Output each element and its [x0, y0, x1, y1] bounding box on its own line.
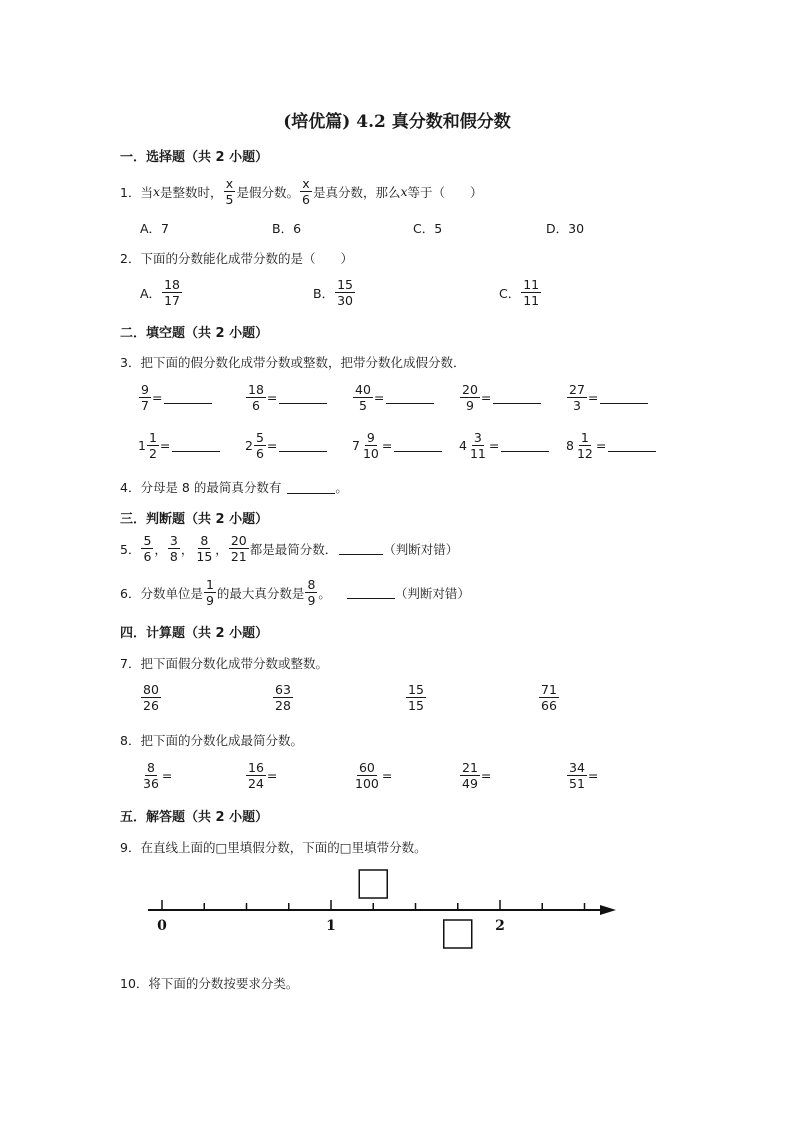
equals-sign: = — [587, 390, 599, 405]
numerator: 5 — [255, 430, 264, 445]
numerator: 9 — [366, 430, 375, 445]
equals-sign: = — [587, 768, 599, 783]
denominator: 5 — [358, 398, 367, 413]
numerator: 21 — [462, 760, 478, 775]
fraction — [567, 382, 587, 413]
q3-row2-item-4 — [459, 430, 549, 461]
answer-blank[interactable] — [386, 391, 434, 404]
numerator: 8 — [307, 577, 316, 592]
separator: ， — [215, 541, 228, 557]
separator: ， — [180, 541, 194, 557]
denominator: 36 — [143, 776, 159, 791]
q1-option-a[interactable]: A．7 — [140, 221, 170, 236]
number-line — [148, 870, 616, 948]
denominator: 9 — [307, 593, 316, 608]
q6-judge-hint: （判断对错） — [394, 585, 470, 601]
axis-label: 2 — [495, 918, 505, 934]
equals-sign: = — [266, 390, 278, 405]
q1-fraction-1 — [224, 176, 236, 207]
question-7: 7．把下面假分数化成带分数或整数。 — [120, 656, 328, 671]
denominator: 6 — [143, 549, 152, 564]
numerator: 34 — [569, 760, 585, 775]
denominator: 9 — [465, 398, 474, 413]
numerator: 15 — [408, 682, 424, 697]
answer-box-below[interactable] — [444, 920, 472, 948]
numerator: x — [302, 176, 310, 191]
denominator: 66 — [541, 698, 557, 713]
q7-item-2 — [272, 682, 294, 713]
equals-sign: = — [381, 438, 393, 453]
q1-prefix: 1．当 — [120, 184, 153, 200]
fraction — [194, 533, 214, 564]
fraction — [353, 382, 373, 413]
numerator: 18 — [164, 277, 180, 292]
fraction — [246, 760, 266, 791]
numerator: 18 — [248, 382, 264, 397]
option-label: C． — [499, 285, 521, 301]
q8-item-1 — [140, 760, 172, 791]
denominator: 11 — [469, 446, 486, 461]
q5-judge-hint: （判断对错） — [383, 541, 459, 557]
equals-sign: = — [266, 768, 278, 783]
q8-item-2 — [245, 760, 277, 791]
denominator: 7 — [141, 398, 149, 413]
numerator: 1 — [148, 430, 157, 445]
equals-sign: = — [488, 438, 500, 453]
q7-item-1 — [140, 682, 162, 713]
numerator: x — [225, 176, 234, 191]
numerator: 3 — [473, 430, 482, 445]
question-10: 10．将下面的分数按要求分类。 — [120, 976, 299, 991]
section-heading-fill: 二．填空题（共 2 小题） — [120, 326, 269, 341]
denominator: 30 — [337, 293, 353, 308]
fraction — [567, 760, 587, 791]
numerator: 80 — [143, 682, 159, 697]
answer-box-above[interactable] — [359, 870, 387, 898]
denominator: 26 — [143, 698, 159, 713]
section-heading-answer: 五．解答题（共 2 小题） — [120, 810, 269, 825]
numerator: 63 — [275, 682, 291, 697]
q6-suffix: 。 — [318, 585, 331, 601]
q8-item-5 — [566, 760, 598, 791]
question-6 — [120, 577, 470, 608]
whole-number: 1 — [138, 438, 146, 453]
fraction — [406, 682, 426, 713]
axis-label: 1 — [326, 918, 336, 934]
numerator: 60 — [358, 760, 375, 775]
fraction — [353, 760, 381, 791]
q3-row2-item-5 — [566, 430, 656, 461]
q5-prefix: 5． — [120, 541, 141, 557]
fraction — [141, 533, 153, 564]
q7-item-4 — [538, 682, 560, 713]
answer-blank[interactable] — [172, 439, 220, 452]
denominator: 2 — [148, 446, 157, 461]
q6-mid: 的最大真分数是 — [216, 585, 305, 601]
denominator: 9 — [205, 593, 214, 608]
whole-number: 2 — [245, 438, 253, 453]
numerator: 1 — [580, 430, 589, 445]
numerator: 5 — [143, 533, 152, 548]
answer-blank[interactable] — [279, 391, 327, 404]
q3-row1-item-5 — [566, 382, 648, 413]
equals-sign: = — [159, 438, 171, 453]
answer-blank[interactable] — [608, 439, 656, 452]
q3-row1-item-1 — [138, 382, 212, 413]
numerator: 20 — [462, 382, 478, 397]
q5-suffix: 都是最简分数． — [249, 541, 338, 557]
answer-blank[interactable] — [394, 439, 442, 452]
fraction — [273, 682, 293, 713]
q1-option-b[interactable]: B．6 — [272, 221, 302, 236]
denominator: 100 — [355, 776, 379, 791]
option-label: A． — [140, 285, 162, 301]
denominator: 11 — [523, 293, 540, 308]
denominator: 12 — [576, 446, 593, 461]
numerator: 15 — [337, 277, 353, 292]
section-heading-calc: 四．计算题（共 2 小题） — [120, 626, 269, 641]
equals-sign: = — [161, 768, 173, 783]
denominator: 15 — [196, 549, 213, 564]
number-line-figure — [140, 864, 630, 960]
answer-blank[interactable] — [600, 391, 648, 404]
denominator: 24 — [248, 776, 264, 791]
q1-option-d[interactable]: D．30 — [546, 221, 585, 236]
q1-suffix: 等于（ ） — [407, 184, 483, 200]
equals-sign: = — [381, 768, 393, 783]
denominator: 51 — [569, 776, 585, 791]
numerator: 1 — [205, 577, 214, 592]
denominator: 10 — [362, 446, 379, 461]
axis-label: 0 — [157, 918, 167, 934]
denominator: 6 — [255, 446, 264, 461]
denominator: 28 — [275, 698, 291, 713]
fraction — [141, 682, 161, 713]
equals-sign: = — [595, 438, 607, 453]
numerator: 8 — [200, 533, 209, 548]
option-fraction — [162, 277, 182, 308]
numerator: 16 — [248, 760, 264, 775]
denominator: 15 — [408, 698, 424, 713]
answer-blank[interactable] — [501, 439, 549, 452]
q3-row2-item-3 — [352, 430, 442, 461]
equals-sign: = — [480, 768, 492, 783]
question-5 — [120, 533, 458, 564]
question-1 — [120, 176, 483, 207]
fraction — [539, 682, 559, 713]
separator: ， — [154, 541, 167, 557]
answer-blank[interactable] — [287, 481, 335, 494]
q1-fraction-2 — [300, 176, 312, 207]
q2-option-c[interactable] — [499, 277, 542, 308]
answer-blank[interactable] — [339, 542, 383, 555]
denominator: 3 — [572, 398, 581, 413]
q1-mid3: 是真分数，那么 — [312, 184, 401, 200]
q6-prefix: 6．分数单位是 — [120, 585, 203, 601]
denominator: 8 — [169, 549, 178, 564]
whole-number: 4 — [459, 438, 467, 453]
fraction — [204, 577, 216, 608]
q3-row1-item-3 — [352, 382, 434, 413]
fraction — [254, 430, 266, 461]
q4-suffix: 。 — [335, 480, 348, 495]
option-fraction — [521, 277, 541, 308]
q1-variable-2: x — [400, 184, 408, 199]
q1-option-c[interactable]: C．5 — [413, 221, 443, 236]
q3-row2-item-1 — [138, 430, 220, 461]
fraction — [460, 382, 480, 413]
question-2: 2．下面的分数能化成带分数的是（ ） — [120, 251, 353, 266]
answer-blank[interactable] — [347, 586, 395, 599]
numerator: 8 — [146, 760, 155, 775]
denominator: 6 — [251, 398, 260, 413]
answer-blank[interactable] — [493, 391, 541, 404]
equals-sign: = — [480, 390, 492, 405]
q4-text: 4．分母是 8 的最简真分数有 — [120, 480, 282, 495]
q7-item-3 — [405, 682, 427, 713]
fraction — [147, 430, 159, 461]
page-title: (培优篇) 4.2 真分数和假分数 — [283, 112, 511, 132]
fraction — [575, 430, 595, 461]
numerator: 27 — [569, 382, 585, 397]
denominator: 21 — [230, 549, 247, 564]
q8-item-4 — [459, 760, 491, 791]
question-3: 3．把下面的假分数化成带分数或整数，把带分数化成假分数． — [120, 355, 466, 370]
fraction — [460, 760, 480, 791]
fraction — [305, 577, 317, 608]
question-4 — [120, 478, 348, 496]
answer-blank[interactable] — [164, 391, 212, 404]
numerator: 40 — [355, 382, 371, 397]
option-fraction — [335, 277, 355, 308]
fraction — [246, 382, 266, 413]
q3-row1-item-4 — [459, 382, 541, 413]
numerator: 20 — [230, 533, 247, 548]
equals-sign: = — [266, 438, 278, 453]
question-8: 8．把下面的分数化成最简分数。 — [120, 733, 303, 748]
denominator: 5 — [225, 192, 234, 207]
question-9: 9．在直线上面的□里填假分数，下面的□里填带分数。 — [120, 840, 427, 855]
numerator: 11 — [523, 277, 540, 292]
q2-option-a[interactable] — [140, 277, 183, 308]
denominator: 49 — [462, 776, 478, 791]
whole-number: 8 — [566, 438, 574, 453]
equals-sign: = — [373, 390, 385, 405]
denominator: 17 — [164, 293, 180, 308]
q1-variable: x — [152, 184, 161, 199]
numerator: 71 — [541, 682, 557, 697]
numerator: 3 — [169, 533, 178, 548]
section-heading-judge: 三．判断题（共 2 小题） — [120, 512, 269, 527]
q3-row1-item-2 — [245, 382, 327, 413]
option-label: B． — [313, 285, 335, 301]
denominator: 6 — [302, 192, 310, 207]
fraction — [468, 430, 488, 461]
q1-mid2: 是假分数。 — [236, 184, 299, 200]
fraction — [229, 533, 249, 564]
answer-blank[interactable] — [279, 439, 327, 452]
numerator: 9 — [141, 382, 149, 397]
fraction — [139, 382, 151, 413]
q1-mid1: 是整数时， — [160, 184, 223, 200]
section-heading-choice: 一．选择题（共 2 小题） — [120, 150, 269, 165]
equals-sign: = — [151, 390, 163, 405]
whole-number: 7 — [352, 438, 360, 453]
fraction — [141, 760, 161, 791]
q8-item-3 — [352, 760, 392, 791]
q3-row2-item-2 — [245, 430, 327, 461]
fraction — [361, 430, 381, 461]
axis-arrow — [600, 905, 616, 915]
fraction — [168, 533, 180, 564]
q2-option-b[interactable] — [313, 277, 356, 308]
